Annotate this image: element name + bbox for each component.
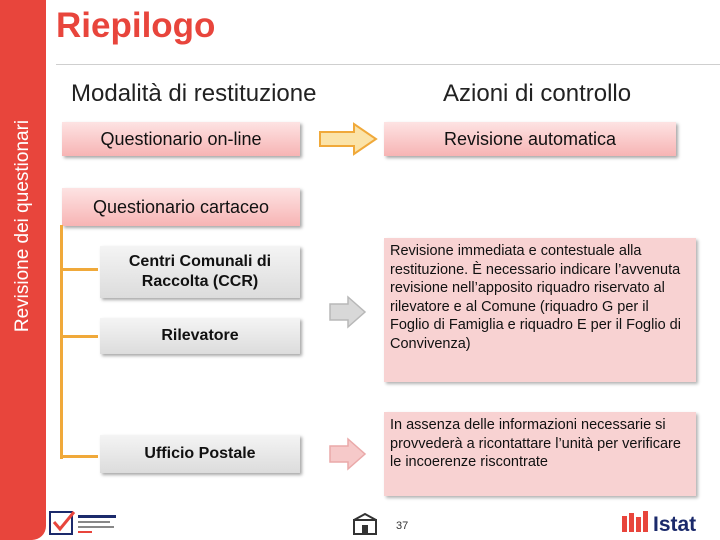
questionario-online-box (62, 122, 300, 156)
page-number: 37 (396, 520, 409, 532)
arrow-right-icon (328, 294, 368, 330)
arrow-right-icon (328, 436, 368, 472)
censimento-logo (48, 508, 120, 538)
page-title: Riepilogo (56, 6, 216, 45)
channel-ccr (100, 246, 300, 298)
channel-rilevatore-label: Rilevatore (161, 327, 239, 344)
heading-azioni: Azioni di controllo (443, 80, 632, 107)
home-nav-icon[interactable] (352, 512, 378, 536)
questionario-cartaceo-label: Questionario cartaceo (92, 196, 270, 217)
istat-logo (620, 510, 712, 536)
questionario-online-label: Questionario on-line (100, 128, 262, 149)
revisione-immediata-text: Revisione immediata e contestuale alla restituzione. È necessario indicare l’avvenuta revisione nell’apposito riquadro riservato al rilevatore e al Comune (riquadro G per il Foglio di Famiglia e riquadro E per il Foglio di Convivenza) (390, 243, 681, 352)
ricontatto-text: In assenza delle informazioni necessarie si provvederà a ricontattare l’unità per verificare le incoerenze riscontrate (390, 417, 681, 470)
heading-modalita: Modalità di restituzione (71, 80, 317, 107)
revisione-immediata-box (384, 238, 696, 382)
connector-rilevatore (60, 335, 98, 338)
channel-rilevatore (100, 318, 300, 354)
connector-vertical (60, 225, 63, 459)
arrow-right-icon (318, 122, 380, 156)
connector-ufficio (60, 455, 98, 458)
revisione-automatica-label: Revisione automatica (443, 128, 617, 149)
istat-logo-text: Istat (653, 513, 697, 536)
connector-ccr (60, 268, 98, 271)
title-divider (56, 64, 720, 65)
channel-ufficio-postale (100, 435, 300, 473)
questionario-cartaceo-box (62, 188, 300, 226)
revisione-automatica-box (384, 122, 676, 156)
channel-ccr-label: Centri Comunali di Raccolta (CCR) (128, 253, 272, 290)
sidebar-label: Revisione dei questionari (12, 119, 33, 333)
sidebar-band (0, 0, 46, 540)
ricontatto-box (384, 412, 696, 496)
channel-ufficio-postale-label: Ufficio Postale (144, 445, 256, 462)
